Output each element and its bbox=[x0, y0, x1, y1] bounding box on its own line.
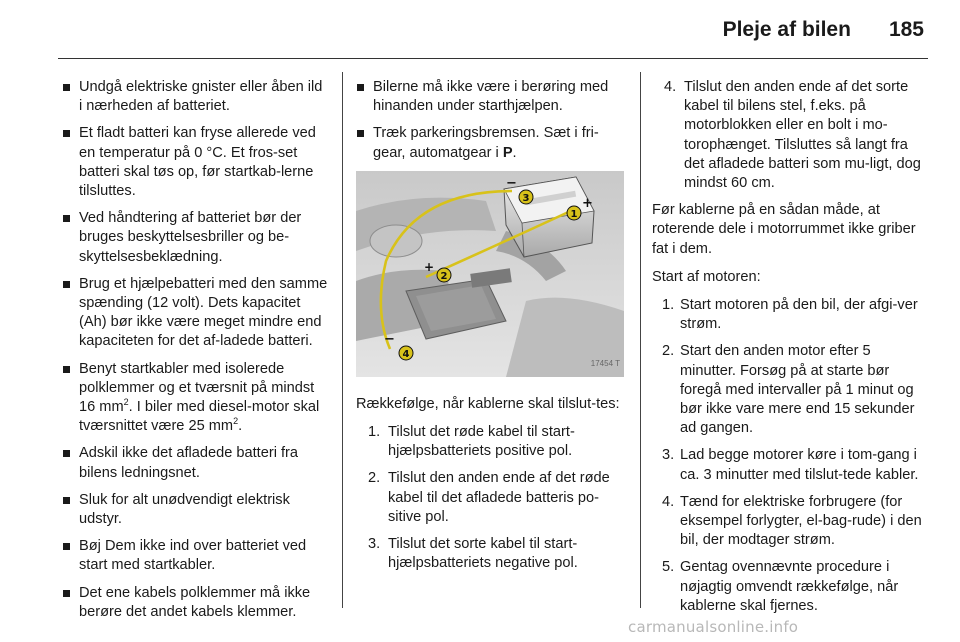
step-text: Tilslut det sorte kabel til start-hjælpsbatteriets negative pol. bbox=[388, 536, 578, 572]
minus-sign: − bbox=[506, 175, 517, 191]
bullet-item-parking-brake bbox=[356, 124, 626, 162]
column-divider-2 bbox=[640, 72, 641, 608]
connect-step-4-list bbox=[652, 78, 928, 193]
step-text: Start den anden motor efter 5 minutter. Forsøg på at starte bør foregå med intervaller på 1 minut og bør ikke vare mere end 15 sekunder ad gangen. bbox=[680, 343, 915, 437]
svg-text:2: 2 bbox=[440, 270, 448, 282]
col1-bullet-list bbox=[62, 78, 328, 622]
step-number: 1. bbox=[368, 424, 381, 441]
step-number: 2. bbox=[368, 470, 381, 487]
step-item bbox=[652, 446, 928, 484]
header-rule bbox=[58, 58, 928, 59]
gear-p-bold: P bbox=[502, 144, 513, 161]
watermark-link[interactable]: carmanualsonline.info bbox=[628, 618, 799, 636]
bullet-item: Adskil ikke det afladede batteri fra bilens ledningsnet. bbox=[62, 444, 328, 482]
step-number: 3. bbox=[368, 536, 381, 553]
col2-bullet-list bbox=[356, 78, 626, 163]
step-text: Tilslut det røde kabel til start-hjælpsbatteriets positive pol. bbox=[388, 424, 575, 460]
column-1 bbox=[62, 78, 328, 630]
step-item bbox=[652, 558, 928, 616]
step-item bbox=[652, 296, 928, 334]
cable-spec-text-c: . bbox=[238, 418, 243, 435]
superscript-2: 2 bbox=[123, 397, 129, 408]
step-number: 4. bbox=[662, 493, 675, 510]
page-header bbox=[723, 18, 924, 42]
marker-4 bbox=[399, 346, 413, 360]
header-title: Pleje af bilen bbox=[722, 18, 851, 41]
bullet-item: Undgå elektriske gnister eller åben ild i nærheden af batteriet. bbox=[62, 78, 328, 116]
column-divider-1 bbox=[342, 72, 343, 608]
step-text: Tilslut den anden ende af det røde kabel til det afladede batteris po-sitive pol. bbox=[388, 470, 610, 525]
parking-brake-text: Træk parkeringsbremsen. Sæt i fri-gear, automatgear i bbox=[373, 125, 599, 161]
step-text: Gentag ovennævnte procedure i nøjagtig omvendt rækkefølge, når kablerne skal fjernes. bbox=[680, 559, 899, 614]
bullet-item-cable-spec bbox=[62, 360, 328, 437]
parking-brake-end: . bbox=[512, 144, 517, 161]
start-engine-heading: Start af motoren: bbox=[652, 268, 761, 285]
step-item bbox=[652, 342, 928, 438]
minus-sign: − bbox=[384, 331, 395, 347]
cable-routing-note: Før kablerne på en sådan måde, at roterende dele i motorrummet ikke griber fat i dem. bbox=[652, 202, 916, 257]
jump-start-illustration bbox=[356, 171, 624, 377]
step-text: Tilslut den anden ende af det sorte kabel til bilens stel, f.eks. på motorblokken eller en bolt i mo-torophænget. Tilsluttes så langt fra det afladede batteri som mu-ligt, dog mindst 60 cm. bbox=[684, 79, 921, 192]
step-number: 4. bbox=[664, 79, 677, 95]
bullet-item: Det ene kabels polklemmer må ikke berøre det andet kabels klemmer. bbox=[62, 584, 328, 622]
svg-text:1: 1 bbox=[570, 208, 578, 220]
step-text: Tænd for elektriske forbrugere (for eksempel forlygter, el-bag-rude) i den bil, der modtager strøm. bbox=[680, 493, 922, 549]
bullet-item: Et fladt batteri kan fryse allerede ved en temperatur på 0 °C. Et fros-set batteri skal tøs op, før startkab-lerne tilsluttes. bbox=[62, 124, 328, 201]
bullet-item: Bilerne må ikke være i berøring med hinanden under starthjælpen. bbox=[356, 78, 626, 116]
page-number: 185 bbox=[888, 18, 924, 41]
cable-spec-text-b: . I biler med diesel-motor skal tværsnittet være 25 mm bbox=[79, 399, 320, 435]
step-item bbox=[356, 469, 626, 527]
bullet-item: Sluk for alt unødvendigt elektrisk udstyr. bbox=[62, 491, 328, 529]
marker-3 bbox=[519, 190, 533, 204]
superscript-2: 2 bbox=[233, 416, 239, 427]
step-item bbox=[652, 78, 928, 193]
plus-sign: + bbox=[424, 259, 435, 274]
step-item bbox=[652, 493, 928, 551]
plus-sign: + bbox=[582, 195, 593, 211]
step-number: 5. bbox=[662, 559, 675, 576]
bullet-item: Ved håndtering af batteriet bør der bruges beskyttelsesbriller og be-skyttelsesbeklædning. bbox=[62, 209, 328, 267]
step-number: 3. bbox=[662, 447, 675, 464]
cable-spec-text-a: Benyt startkabler med isolerede polklemmer og et tværsnit på mindst 16 mm bbox=[79, 360, 315, 416]
step-text: Start motoren på den bil, der afgi-ver strøm. bbox=[680, 297, 918, 333]
connect-steps-list bbox=[356, 423, 626, 573]
bullet-item: Bøj Dem ikke ind over batteriet ved start med startkabler. bbox=[62, 537, 328, 575]
step-text: Lad begge motorer køre i tom-gang i ca. 3 minutter med tilslut-tede kabler. bbox=[680, 447, 919, 483]
marker-1 bbox=[567, 206, 581, 220]
start-steps-list bbox=[652, 296, 928, 616]
engine-bay-drawing bbox=[356, 171, 624, 377]
column-2 bbox=[356, 78, 626, 581]
marker-2 bbox=[437, 268, 451, 282]
svg-text:3: 3 bbox=[522, 192, 530, 204]
svg-text:4: 4 bbox=[402, 348, 410, 360]
step-number: 1. bbox=[662, 297, 675, 314]
step-item bbox=[356, 423, 626, 461]
step-item bbox=[356, 535, 626, 573]
bullet-item: Brug et hjælpebatteri med den samme spænding (12 volt). Dets kapacitet (Ah) bør ikke være meget mindre end kapaciteten for det af-ladede batteri. bbox=[62, 275, 328, 352]
sequence-intro: Rækkefølge, når kablerne skal tilslut-tes: bbox=[356, 395, 620, 412]
step-number: 2. bbox=[662, 343, 675, 360]
column-3 bbox=[652, 78, 928, 624]
figure-code: 17454 T bbox=[590, 358, 620, 368]
